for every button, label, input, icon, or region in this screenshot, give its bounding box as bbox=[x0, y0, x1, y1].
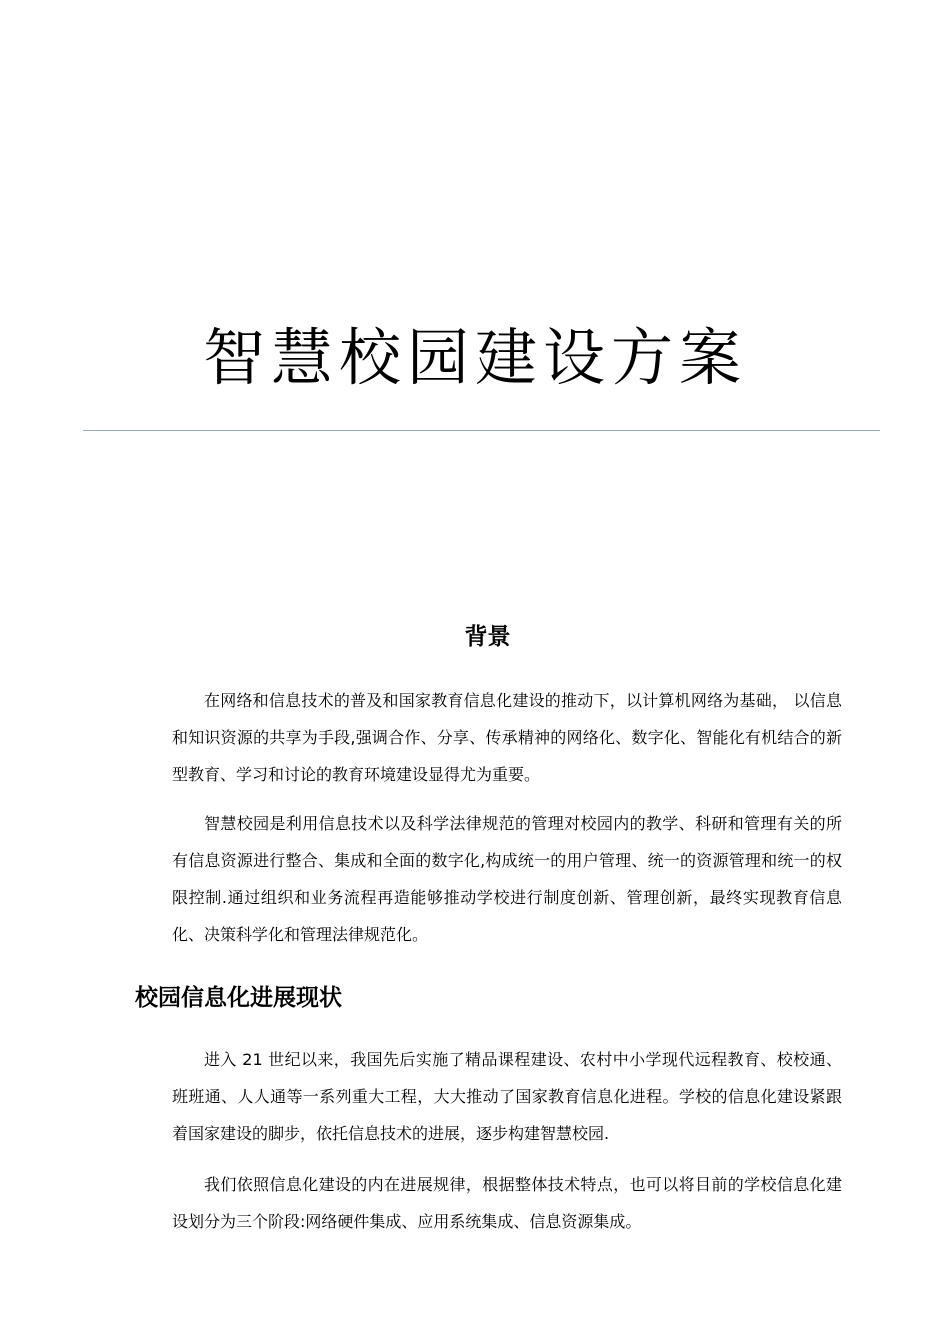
section-heading-background: 背景 bbox=[464, 624, 511, 650]
status-paragraph-1: 进入 21 世纪以来，我国先后实施了精品课程建设、农村中小学现代远程教育、校校通、班班通、人人通等一系列重大工程，大大推动了国家教育信息化进程。学校的信息化建设紧跟着国家建设的脚步，依托信息技术的进展，逐步构建智慧校园. bbox=[172, 1050, 842, 1143]
section-heading-status: 校园信息化进展现状 bbox=[135, 985, 342, 1011]
status-paragraph-2: 我们依照信息化建设的内在进展规律，根据整体技术特点，也可以将目前的学校信息化建设划分为三个阶段:网络硬件集成、应用系统集成、信息资源集成。 bbox=[172, 1175, 842, 1231]
background-paragraph-1: 在网络和信息技术的普及和国家教育信息化建设的推动下，以计算机网络为基础， 以信息和知识资源的共享为手段,强调合作、分享、传承精神的网络化、数字化、智能化有机结合的新型教育、学习和讨论的教育环境建设显得尤为重要。 bbox=[172, 691, 842, 784]
title-divider bbox=[83, 430, 880, 431]
background-paragraph-2: 智慧校园是利用信息技术以及科学法律规范的管理对校园内的教学、科研和管理有关的所有信息资源进行整合、集成和全面的数字化,构成统一的用户管理、统一的资源管理和统一的权限控制.通过组织和业务流程再造能够推动学校进行制度创新、管理创新，最终实现教育信息化、决策科学化和管理法律规范化。 bbox=[172, 814, 842, 944]
document-title: 智慧校园建设方案 bbox=[202, 321, 747, 394]
